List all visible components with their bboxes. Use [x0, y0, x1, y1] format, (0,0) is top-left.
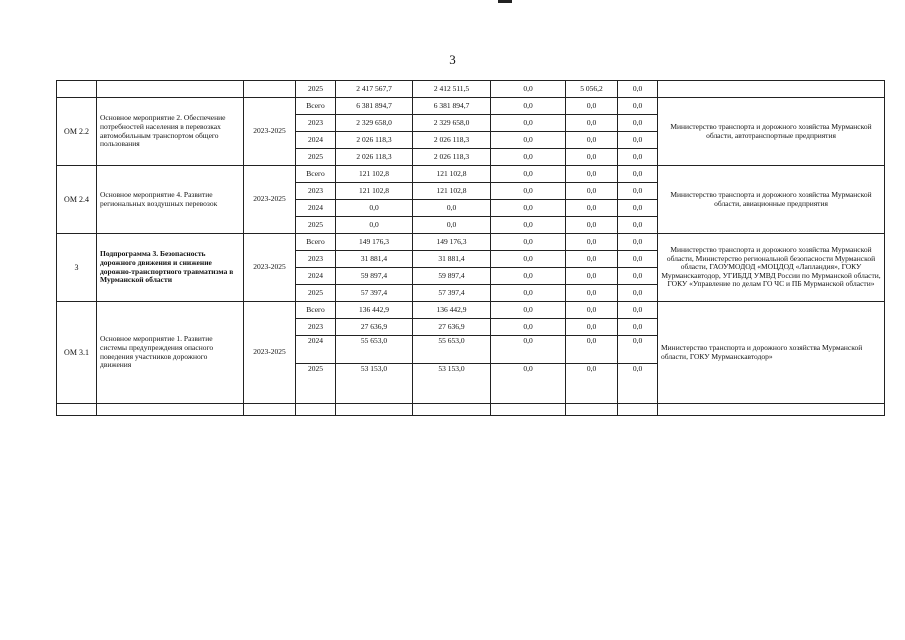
value-cell: 0,0	[566, 149, 618, 166]
executors-cell: Министерство транспорта и дорожного хозяйства Мурманской области, автотранспортные предприятия	[658, 98, 885, 166]
value-cell: 0,0	[618, 302, 658, 319]
year-cell: 2025	[296, 81, 336, 98]
value-cell: 31 881,4	[413, 251, 491, 268]
table-row	[57, 98, 885, 115]
value-cell: 0,0	[566, 217, 618, 234]
year-cell: 2025	[296, 364, 336, 404]
year-cell: Всего	[296, 302, 336, 319]
empty-cell	[491, 404, 566, 416]
table-row	[57, 302, 885, 319]
value-cell: 0,0	[566, 115, 618, 132]
value-cell: 136 442,9	[413, 302, 491, 319]
year-cell: 2025	[296, 285, 336, 302]
year-cell: 2023	[296, 115, 336, 132]
value-cell: 2 417 567,7	[336, 81, 413, 98]
value-cell: 0,0	[491, 98, 566, 115]
value-cell: 0,0	[491, 132, 566, 149]
value-cell: 0,0	[566, 364, 618, 404]
value-cell: 0,0	[491, 200, 566, 217]
value-cell: 0,0	[491, 364, 566, 404]
value-cell: 53 153,0	[336, 364, 413, 404]
activity-code: 3	[57, 234, 97, 302]
code-cell	[57, 81, 97, 98]
activity-name: Подпрограмма 3. Безопасность дорожного движения и снижение дорожно-транспортного травматизма в Мурманской области	[97, 234, 244, 302]
top-edge-mark	[498, 0, 512, 3]
value-cell: 53 153,0	[413, 364, 491, 404]
value-cell: 136 442,9	[336, 302, 413, 319]
empty-cell	[57, 404, 97, 416]
period-cell	[244, 81, 296, 98]
value-cell: 57 397,4	[336, 285, 413, 302]
table-body	[57, 81, 885, 416]
year-cell: Всего	[296, 98, 336, 115]
value-cell: 0,0	[618, 217, 658, 234]
value-cell: 0,0	[566, 234, 618, 251]
value-cell: 149 176,3	[336, 234, 413, 251]
value-cell: 0,0	[566, 166, 618, 183]
value-cell: 0,0	[566, 183, 618, 200]
value-cell: 0,0	[618, 268, 658, 285]
page-number: 3	[449, 52, 456, 67]
empty-cell	[244, 404, 296, 416]
value-cell: 0,0	[566, 268, 618, 285]
value-cell: 0,0	[491, 251, 566, 268]
empty-cell	[97, 404, 244, 416]
value-cell: 0,0	[618, 132, 658, 149]
value-cell: 0,0	[566, 302, 618, 319]
value-cell: 0,0	[566, 98, 618, 115]
value-cell: 0,0	[491, 183, 566, 200]
value-cell: 27 636,9	[413, 319, 491, 336]
value-cell: 0,0	[491, 285, 566, 302]
year-cell: 2024	[296, 132, 336, 149]
value-cell: 0,0	[618, 336, 658, 364]
value-cell: 0,0	[491, 166, 566, 183]
value-cell: 0,0	[566, 251, 618, 268]
value-cell: 0,0	[491, 302, 566, 319]
activity-period: 2023-2025	[244, 166, 296, 234]
value-cell: 0,0	[618, 285, 658, 302]
value-cell: 0,0	[618, 149, 658, 166]
activity-period: 2023-2025	[244, 98, 296, 166]
value-cell: 2 329 658,0	[413, 115, 491, 132]
year-cell: 2023	[296, 319, 336, 336]
value-cell: 0,0	[618, 251, 658, 268]
activity-code: ОМ 3.1	[57, 302, 97, 404]
empty-cell	[658, 404, 885, 416]
value-cell: 0,0	[618, 183, 658, 200]
value-cell: 0,0	[618, 166, 658, 183]
activity-period: 2023-2025	[244, 302, 296, 404]
value-cell: 0,0	[618, 234, 658, 251]
value-cell: 121 102,8	[336, 166, 413, 183]
value-cell: 0,0	[491, 336, 566, 364]
value-cell: 2 026 118,3	[413, 149, 491, 166]
activity-code: ОМ 2.2	[57, 98, 97, 166]
year-cell: 2023	[296, 183, 336, 200]
year-cell: Всего	[296, 234, 336, 251]
value-cell: 0,0	[413, 200, 491, 217]
year-cell: 2024	[296, 200, 336, 217]
value-cell: 0,0	[413, 217, 491, 234]
value-cell: 0,0	[618, 98, 658, 115]
value-cell: 0,0	[566, 285, 618, 302]
table-row	[57, 404, 885, 416]
value-cell: 0,0	[566, 336, 618, 364]
value-cell: 121 102,8	[336, 183, 413, 200]
executors-cell: Министерство транспорта и дорожного хозяйства Мурманской области, ГОКУ Мурманскавтодор»	[658, 302, 885, 404]
value-cell: 0,0	[491, 319, 566, 336]
executor-cell	[658, 81, 885, 98]
value-cell: 121 102,8	[413, 166, 491, 183]
value-cell: 55 653,0	[336, 336, 413, 364]
budget-table	[56, 80, 885, 416]
value-cell: 0,0	[618, 319, 658, 336]
value-cell: 27 636,9	[336, 319, 413, 336]
empty-cell	[566, 404, 618, 416]
value-cell: 57 397,4	[413, 285, 491, 302]
value-cell: 0,0	[491, 149, 566, 166]
year-cell: 2025	[296, 217, 336, 234]
value-cell: 2 026 118,3	[336, 149, 413, 166]
activity-code: ОМ 2.4	[57, 166, 97, 234]
value-cell: 0,0	[618, 200, 658, 217]
empty-cell	[618, 404, 658, 416]
value-cell: 59 897,4	[336, 268, 413, 285]
year-cell: 2025	[296, 149, 336, 166]
value-cell: 2 026 118,3	[413, 132, 491, 149]
value-cell: 0,0	[566, 132, 618, 149]
table-row	[57, 81, 885, 98]
empty-cell	[336, 404, 413, 416]
name-cell	[97, 81, 244, 98]
value-cell: 0,0	[491, 217, 566, 234]
activity-period: 2023-2025	[244, 234, 296, 302]
value-cell: 0,0	[618, 115, 658, 132]
value-cell: 0,0	[566, 200, 618, 217]
value-cell: 2 412 511,5	[413, 81, 491, 98]
value-cell: 2 026 118,3	[336, 132, 413, 149]
executors-cell: Министерство транспорта и дорожного хозяйства Мурманской области, авиационные предприятия	[658, 166, 885, 234]
table-row	[57, 234, 885, 251]
value-cell: 5 056,2	[566, 81, 618, 98]
executors-cell: Министерство транспорта и дорожного хозяйства Мурманской области, Министерство региональной безопасности Мурманской области, ГАОУМОДОД «МОЦДОД «Лапландия», ГОКУ Мурманскавтодор, УГИБДД УМВД России по Мурманской области, ГОКУ «Управление по делам ГО ЧС и ПБ Мурманской области»	[658, 234, 885, 302]
empty-cell	[413, 404, 491, 416]
year-cell: 2024	[296, 336, 336, 364]
year-cell: Всего	[296, 166, 336, 183]
value-cell: 55 653,0	[413, 336, 491, 364]
value-cell: 0,0	[566, 319, 618, 336]
value-cell: 0,0	[491, 268, 566, 285]
value-cell: 2 329 658,0	[336, 115, 413, 132]
activity-name: Основное мероприятие 2. Обеспечение потребностей населения в перевозках автомобильным транспортом общего пользования	[97, 98, 244, 166]
value-cell: 0,0	[336, 217, 413, 234]
value-cell: 0,0	[336, 200, 413, 217]
value-cell: 0,0	[618, 81, 658, 98]
year-cell: 2024	[296, 268, 336, 285]
activity-name: Основное мероприятие 1. Развитие системы предупреждения опасного поведения участников дорожного движения	[97, 302, 244, 404]
value-cell: 0,0	[491, 115, 566, 132]
activity-name: Основное мероприятие 4. Развитие региональных воздушных перевозок	[97, 166, 244, 234]
table-row	[57, 166, 885, 183]
value-cell: 59 897,4	[413, 268, 491, 285]
value-cell: 0,0	[491, 81, 566, 98]
value-cell: 149 176,3	[413, 234, 491, 251]
value-cell: 31 881,4	[336, 251, 413, 268]
empty-cell	[296, 404, 336, 416]
year-cell: 2023	[296, 251, 336, 268]
value-cell: 6 381 894,7	[336, 98, 413, 115]
value-cell: 121 102,8	[413, 183, 491, 200]
value-cell: 0,0	[491, 234, 566, 251]
value-cell: 6 381 894,7	[413, 98, 491, 115]
value-cell: 0,0	[618, 364, 658, 404]
